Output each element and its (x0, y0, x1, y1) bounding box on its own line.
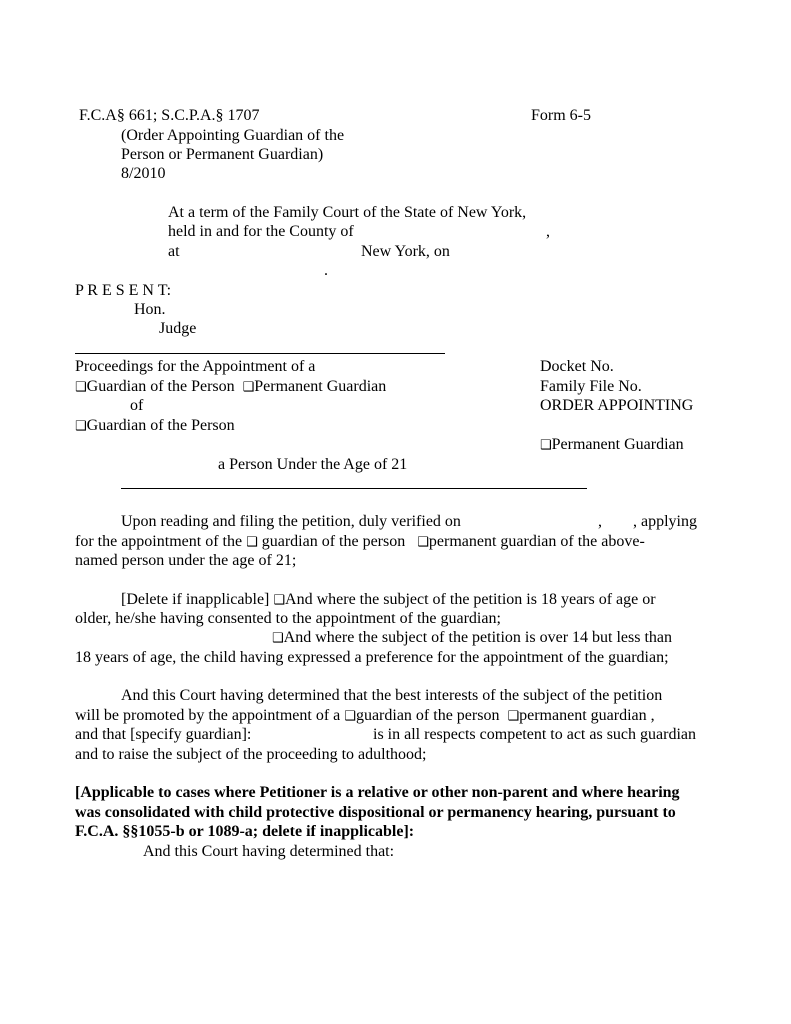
checkbox-permanent-guardian[interactable]: ❑ (242, 380, 255, 395)
checkbox-guardian-person-2[interactable]: ❑ (75, 419, 87, 434)
para3-line2-opt2: permanent guardian , (519, 707, 655, 724)
para4-bold-line2: was consolidated with child protective dispositional or permanency hearing, pursuant to (75, 804, 676, 821)
para3-line3-end: is in all respects competent to act as such guardian (373, 726, 697, 743)
para1-line2 (75, 532, 645, 552)
para1-line3: named person under the age of 21; (75, 552, 297, 569)
judge-hon: Hon. (134, 301, 166, 318)
para2-line2: older, he/she having consented to the appointment of the guardian; (75, 610, 501, 627)
right-permanent-guardian-label: Permanent Guardian (551, 436, 684, 453)
para3-line4: and to raise the subject of the proceeding to adulthood; (75, 746, 427, 763)
form-number: Form 6-5 (531, 107, 591, 124)
court-term-line2: held in and for the County of (168, 223, 354, 240)
para3-line2-opt1: guardian of the person (355, 707, 500, 724)
checkbox-right-permanent-guardian[interactable]: ❑ (540, 438, 552, 453)
checkbox-para3-permanent-guardian[interactable]: ❑ (507, 709, 520, 724)
para4-bold-line3: F.C.A. §§1055-b or 1089-a; delete if inapplicable]: (75, 823, 415, 840)
option-permanent-guardian-label: Permanent Guardian (254, 378, 387, 395)
para4-line4: And this Court having determined that: (143, 843, 395, 860)
para2-line1-text: And where the subject of the petition is 18 years of age or (285, 591, 656, 608)
checkbox-guardian-person[interactable]: ❑ (75, 380, 87, 395)
checkbox-para3-guardian-person[interactable]: ❑ (344, 709, 356, 724)
form-title-line1: (Order Appointing Guardian of the (121, 127, 345, 144)
para1-line2-start: for the appointment of the (75, 533, 243, 550)
caption-of: of (130, 397, 144, 414)
caption-subject: a Person Under the Age of 21 (218, 456, 408, 473)
para1-line2-opt1: guardian of the person (261, 533, 406, 550)
para3-line3-start: and that [specify guardian]: (75, 726, 252, 743)
para1-line2-opt2: permanent guardian of the above- (428, 533, 645, 550)
court-term-comma: , (546, 223, 550, 240)
caption-top-rule (75, 353, 445, 354)
docket-number-label: Docket No. (540, 358, 614, 375)
checkbox-para1-permanent-guardian[interactable]: ❑ (417, 535, 429, 550)
form-title-line2: Person or Permanent Guardian) (121, 146, 324, 163)
court-term-location: New York, on (361, 243, 450, 260)
checkbox-para1-guardian-person[interactable]: ❑ (246, 535, 258, 550)
para2-line3 (272, 628, 672, 648)
order-appointing-heading: ORDER APPOINTING (540, 397, 694, 414)
checkbox-para2-age14[interactable]: ❑ (272, 631, 284, 646)
checkbox-para2-age18[interactable]: ❑ (273, 593, 286, 608)
judge-title: Judge (159, 320, 197, 337)
caption-options-line (75, 377, 386, 397)
para4-bold-line1: [Applicable to cases where Petitioner is a relative or other non-parent and where hearing (75, 784, 680, 801)
option-guardian-person-2-label: Guardian of the Person (86, 417, 235, 434)
form-date: 8/2010 (121, 165, 166, 182)
para2-line1 (121, 590, 656, 610)
court-term-line1: At a term of the Family Court of the State of New York, (168, 204, 527, 221)
present-label: P R E S E N T: (75, 282, 172, 299)
para1-line1-comma: , (598, 513, 602, 530)
option-guardian-person-label: Guardian of the Person (86, 378, 235, 395)
para2-delete-note: [Delete if inapplicable] (121, 591, 270, 608)
para2-line4: 18 years of age, the child having expressed a preference for the appointment of the guardian; (75, 649, 669, 666)
court-term-at: at (168, 243, 180, 260)
para1-line1-start: Upon reading and filing the petition, duly verified on (121, 513, 461, 530)
caption-bottom-rule (121, 488, 587, 489)
para3-line2-start: will be promoted by the appointment of a (75, 707, 341, 724)
caption-option-line2 (75, 416, 235, 436)
para3-line2 (75, 706, 655, 726)
statute-citation: F.C.A§ 661; S.C.P.A.§ 1707 (79, 107, 260, 124)
para2-line3-text: And where the subject of the petition is over 14 but less than (283, 629, 673, 646)
right-option-line (540, 435, 684, 455)
family-file-label: Family File No. (540, 378, 642, 395)
caption-proceedings: Proceedings for the Appointment of a (75, 358, 316, 375)
para1-line1-end: , applying (633, 513, 697, 530)
para3-line1: And this Court having determined that the best interests of the subject of the petition (121, 687, 663, 704)
court-term-period: . (324, 262, 328, 279)
